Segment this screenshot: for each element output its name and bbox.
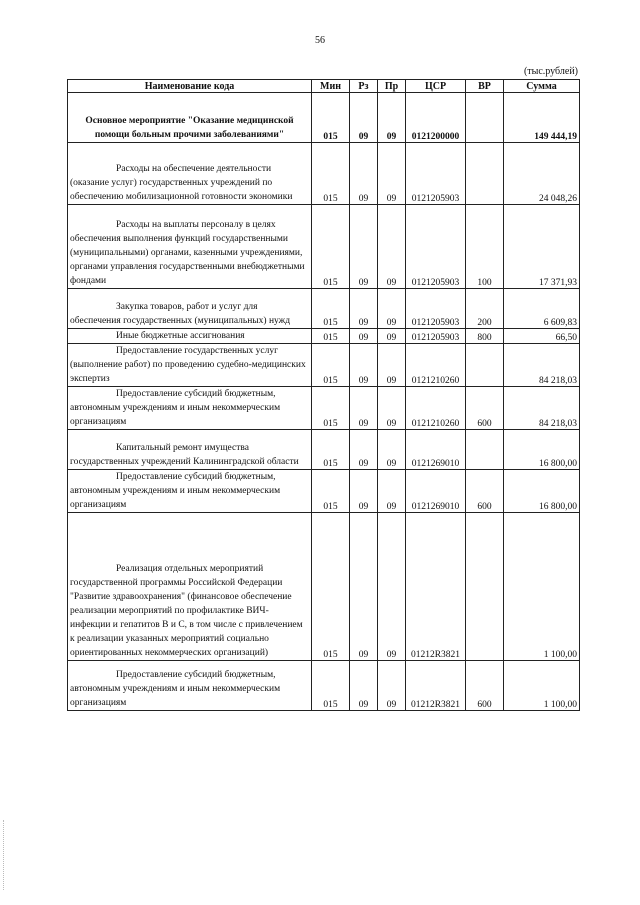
row-min: 015 bbox=[312, 329, 350, 344]
budget-table bbox=[67, 79, 580, 711]
row-rz: 09 bbox=[350, 387, 378, 430]
row-vr bbox=[466, 344, 504, 387]
row-name bbox=[68, 387, 312, 430]
row-min: 015 bbox=[312, 470, 350, 513]
row-sum: 16 800,00 bbox=[504, 470, 580, 513]
header-rz: Рз bbox=[350, 80, 378, 93]
row-csr: 0121205903 bbox=[406, 289, 466, 329]
row-pr: 09 bbox=[378, 470, 406, 513]
row-rz: 09 bbox=[350, 143, 378, 205]
header-sum: Сумма bbox=[504, 80, 580, 93]
row-min: 015 bbox=[312, 430, 350, 470]
row-vr bbox=[466, 430, 504, 470]
row-pr: 09 bbox=[378, 329, 406, 344]
table-row bbox=[68, 329, 580, 344]
row-name-text: Иные бюджетные ассигнования bbox=[116, 331, 245, 341]
row-rz: 09 bbox=[350, 513, 378, 661]
row-pr: 09 bbox=[378, 344, 406, 387]
table-row bbox=[68, 143, 580, 205]
header-name: Наименование кода bbox=[68, 80, 312, 93]
row-vr: 600 bbox=[466, 387, 504, 430]
row-name-text: Капитальный ремонт имущества государственных учреждений Калининградской области bbox=[70, 443, 299, 467]
row-name-text: Предоставление государственных услуг (выполнение работ) по проведению судебно-медицинских экспертиз bbox=[70, 346, 306, 384]
row-name bbox=[68, 289, 312, 329]
row-pr: 09 bbox=[378, 205, 406, 289]
row-vr bbox=[466, 513, 504, 661]
row-min: 015 bbox=[312, 387, 350, 430]
row-min: 015 bbox=[312, 143, 350, 205]
row-vr: 800 bbox=[466, 329, 504, 344]
row-rz: 09 bbox=[350, 93, 378, 143]
row-csr: 0121205903 bbox=[406, 143, 466, 205]
row-rz: 09 bbox=[350, 470, 378, 513]
row-name bbox=[68, 344, 312, 387]
units-label: (тыс.рублей) bbox=[523, 66, 578, 77]
row-vr bbox=[466, 93, 504, 143]
row-sum: 66,50 bbox=[504, 329, 580, 344]
table-row bbox=[68, 470, 580, 513]
row-vr: 100 bbox=[466, 205, 504, 289]
row-rz: 09 bbox=[350, 661, 378, 711]
row-csr: 01212R3821 bbox=[406, 513, 466, 661]
row-pr: 09 bbox=[378, 289, 406, 329]
row-name-text: Предоставление субсидий бюджетным, автономным учреждениям и иным некоммерческим организациям bbox=[70, 670, 281, 708]
row-pr: 09 bbox=[378, 513, 406, 661]
row-name-text: Закупка товаров, работ и услуг для обеспечения государственных (муниципальных) нужд bbox=[70, 302, 291, 326]
row-vr: 600 bbox=[466, 661, 504, 711]
row-name bbox=[68, 430, 312, 470]
row-vr bbox=[466, 143, 504, 205]
row-sum: 149 444,19 bbox=[504, 93, 580, 143]
row-pr: 09 bbox=[378, 93, 406, 143]
row-name-text: Расходы на выплаты персоналу в целях обеспечения выполнения функций государственными (муниципальными) органами, казенными учреждениями, органами управления государственными внебюджетными фондами bbox=[70, 220, 305, 286]
row-sum: 16 800,00 bbox=[504, 430, 580, 470]
page-number: 56 bbox=[315, 35, 325, 46]
row-csr: 0121205903 bbox=[406, 205, 466, 289]
row-min: 015 bbox=[312, 205, 350, 289]
row-sum: 84 218,03 bbox=[504, 387, 580, 430]
row-name bbox=[68, 93, 312, 143]
row-sum: 17 371,93 bbox=[504, 205, 580, 289]
table-row bbox=[68, 289, 580, 329]
row-pr: 09 bbox=[378, 143, 406, 205]
row-sum: 84 218,03 bbox=[504, 344, 580, 387]
row-name bbox=[68, 205, 312, 289]
row-name-text: Основное мероприятие "Оказание медицинской помощи больным прочими заболеваниями" bbox=[85, 116, 294, 140]
row-rz: 09 bbox=[350, 430, 378, 470]
row-name bbox=[68, 143, 312, 205]
row-name bbox=[68, 661, 312, 711]
row-name bbox=[68, 513, 312, 661]
table-row bbox=[68, 513, 580, 661]
row-csr: 0121205903 bbox=[406, 329, 466, 344]
row-name-text: Предоставление субсидий бюджетным, автономным учреждениям и иным некоммерческим организациям bbox=[70, 389, 281, 427]
row-pr: 09 bbox=[378, 430, 406, 470]
table-row bbox=[68, 387, 580, 430]
row-name-text: Реализация отдельных мероприятий государственной программы Российской Федерации "Развитие здравоохранения" (финансовое обеспечение реализации мероприятий по профилактике ВИЧ-инфекции и гепатитов В и С, в том числе с привлечением к реализации указанных мероприятий социально ориентированных некоммерческих организаций) bbox=[70, 564, 303, 658]
row-name-text: Предоставление субсидий бюджетным, автономным учреждениям и иным некоммерческим организациям bbox=[70, 472, 281, 510]
row-rz: 09 bbox=[350, 289, 378, 329]
row-sum: 24 048,26 bbox=[504, 143, 580, 205]
row-rz: 09 bbox=[350, 205, 378, 289]
table-row bbox=[68, 344, 580, 387]
row-csr: 0121210260 bbox=[406, 344, 466, 387]
row-vr: 200 bbox=[466, 289, 504, 329]
table-row bbox=[68, 430, 580, 470]
row-min: 015 bbox=[312, 661, 350, 711]
table-header-row bbox=[68, 80, 580, 93]
row-sum: 1 100,00 bbox=[504, 513, 580, 661]
table-row bbox=[68, 205, 580, 289]
header-csr: ЦСР bbox=[406, 80, 466, 93]
row-rz: 09 bbox=[350, 344, 378, 387]
header-pr: Пр bbox=[378, 80, 406, 93]
table-row bbox=[68, 661, 580, 711]
row-min: 015 bbox=[312, 344, 350, 387]
row-csr: 0121269010 bbox=[406, 430, 466, 470]
row-name bbox=[68, 470, 312, 513]
row-min: 015 bbox=[312, 93, 350, 143]
row-min: 015 bbox=[312, 289, 350, 329]
row-name-text: Расходы на обеспечение деятельности (оказание услуг) государственных учреждений по обеспечению мобилизационной готовности экономики bbox=[70, 164, 293, 202]
header-min: Мин bbox=[312, 80, 350, 93]
row-pr: 09 bbox=[378, 387, 406, 430]
row-csr: 0121269010 bbox=[406, 470, 466, 513]
scan-margin-mark bbox=[3, 820, 6, 890]
row-name bbox=[68, 329, 312, 344]
row-pr: 09 bbox=[378, 661, 406, 711]
row-vr: 600 bbox=[466, 470, 504, 513]
row-csr: 0121210260 bbox=[406, 387, 466, 430]
row-sum: 1 100,00 bbox=[504, 661, 580, 711]
row-csr: 01212R3821 bbox=[406, 661, 466, 711]
row-sum: 6 609,83 bbox=[504, 289, 580, 329]
row-csr: 0121200000 bbox=[406, 93, 466, 143]
header-vr: ВР bbox=[466, 80, 504, 93]
table-row bbox=[68, 93, 580, 143]
row-rz: 09 bbox=[350, 329, 378, 344]
row-min: 015 bbox=[312, 513, 350, 661]
